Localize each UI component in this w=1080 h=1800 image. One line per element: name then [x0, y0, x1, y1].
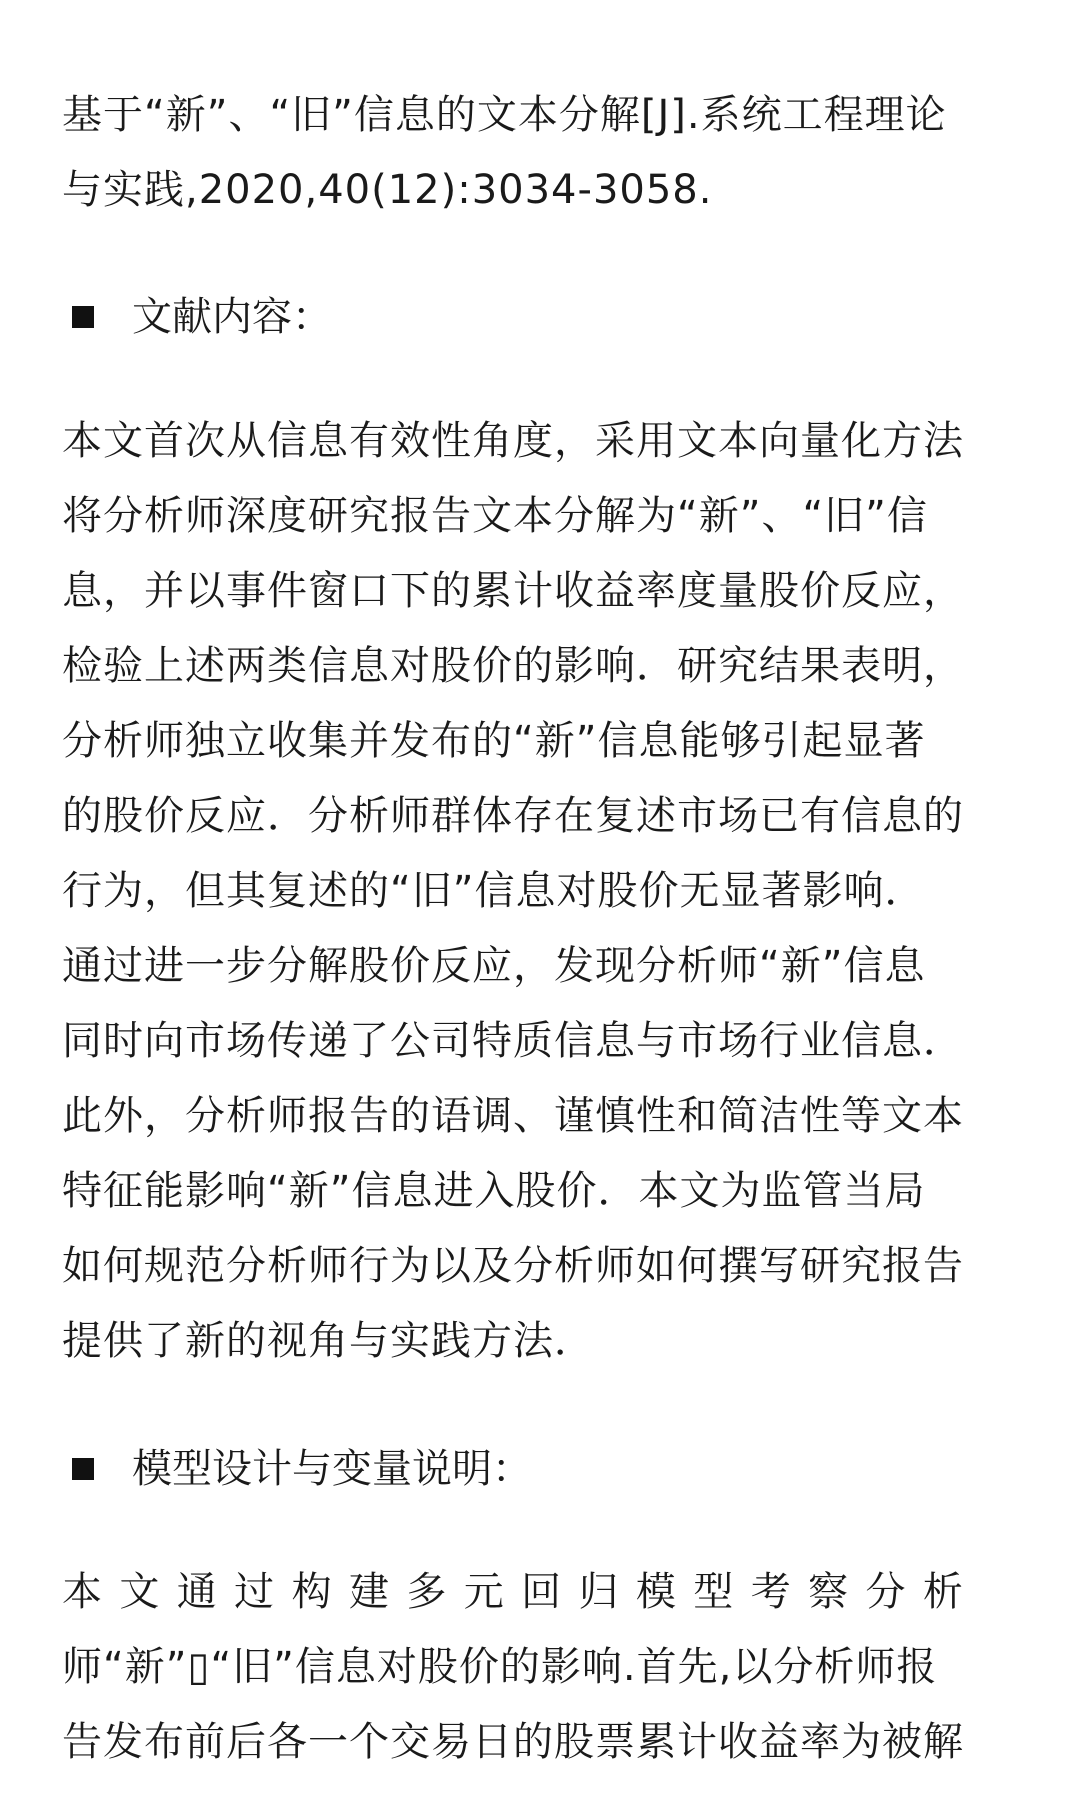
spread-char: 型: [693, 1569, 735, 1615]
paragraph-line: 息，并以事件窗口下的累计收益率度量股价反应，: [62, 568, 964, 614]
square-bullet-icon: [72, 306, 94, 328]
section-heading-label: 文献内容：: [132, 294, 332, 340]
spread-char: 归: [578, 1569, 620, 1615]
paragraph-line-spread: [62, 1555, 964, 1630]
paragraph-line: 将分析师深度研究报告文本分解为“新”、“旧”信: [62, 493, 928, 539]
section-heading-label: 模型设计与变量说明：: [132, 1446, 532, 1492]
spread-char: 回: [521, 1569, 563, 1615]
spread-char: 构: [291, 1569, 333, 1615]
paragraph-line: 分析师独立收集并发布的“新”信息能够引起显著: [62, 718, 926, 764]
paragraph-line: 师“新”▯“旧”信息对股价的影响.首先,以分析师报: [62, 1644, 938, 1690]
spread-char: 考: [750, 1569, 792, 1615]
spread-char: 模: [635, 1569, 677, 1615]
spread-char: 分: [865, 1569, 907, 1615]
paragraph-line: 本文首次从信息有效性角度，采用文本向量化方法: [62, 418, 964, 464]
paragraph-line: 检验上述两类信息对股价的影响．研究结果表明，: [62, 643, 964, 689]
paragraph-line: 行为，但其复述的“旧”信息对股价无显著影响．: [62, 868, 926, 914]
spread-char: 多: [406, 1569, 448, 1615]
spread-char: 过: [234, 1569, 276, 1615]
paragraph-line: 的股价反应．分析师群体存在复述市场已有信息的: [62, 793, 964, 839]
spread-char: 察: [808, 1569, 850, 1615]
abstract-paragraph: [62, 404, 964, 1379]
spread-char: 本: [62, 1569, 103, 1615]
paragraph-line: 如何规范分析师行为以及分析师如何撰写研究报告: [62, 1243, 964, 1289]
section-heading-content: [72, 292, 332, 342]
paragraph-line: 此外，分析师报告的语调、谨慎性和简洁性等文本: [62, 1093, 964, 1139]
paragraph-line: 同时向市场传递了公司特质信息与市场行业信息．: [62, 1018, 964, 1064]
paragraph-line: 提供了新的视角与实践方法．: [62, 1318, 595, 1364]
section-heading-model: [72, 1444, 532, 1494]
spread-char: 元: [463, 1569, 505, 1615]
square-bullet-icon: [72, 1458, 94, 1480]
citation-line-1: 基于“新”、“旧”信息的文本分解[J].系统工程理论: [62, 92, 947, 138]
citation-text: [62, 78, 947, 228]
spread-char: 建: [348, 1569, 390, 1615]
model-paragraph: [62, 1555, 964, 1780]
paragraph-line: 通过进一步分解股价反应，发现分析师“新”信息: [62, 943, 926, 989]
citation-line-2: 与实践,2020,40(12):3034-3058.: [62, 167, 713, 213]
spread-char: 文: [119, 1569, 161, 1615]
spread-char: 析: [922, 1569, 964, 1615]
paragraph-line: 告发布前后各一个交易日的股票累计收益率为被解: [62, 1719, 964, 1765]
spread-char: 通: [176, 1569, 218, 1615]
paragraph-line: 特征能影响“新”信息进入股价．本文为监管当局: [62, 1168, 926, 1214]
